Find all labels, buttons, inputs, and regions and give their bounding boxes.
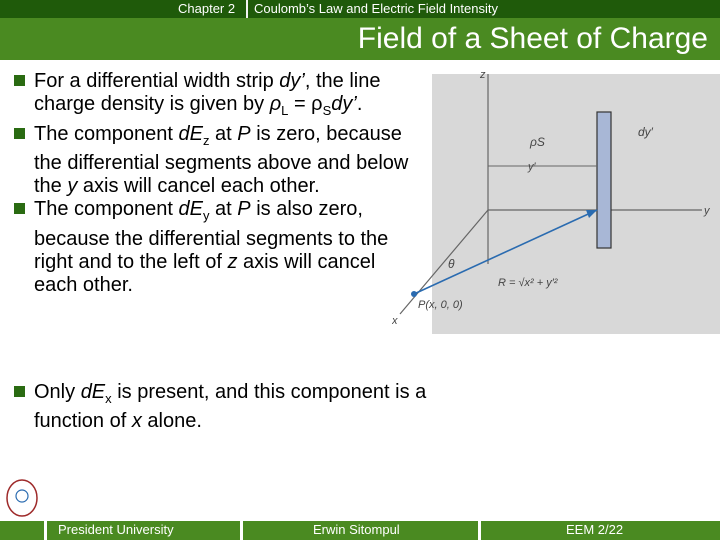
- university-logo: [2, 476, 42, 520]
- chapter-label: Chapter 2: [178, 1, 236, 16]
- subscript: z: [203, 132, 210, 148]
- dy-strip: [597, 112, 611, 248]
- bullet-text: z: [227, 251, 238, 274]
- footer-separator: [478, 521, 481, 540]
- bullet-text: The component: [34, 198, 179, 221]
- bullet-text: For a differential width strip: [34, 70, 280, 92]
- subscript: y: [203, 208, 210, 224]
- bullet-marker: [14, 75, 25, 86]
- bullet-marker: [14, 203, 25, 214]
- bullet-item: [14, 70, 414, 123]
- p-label: P(x, 0, 0): [418, 299, 463, 311]
- bullet-text: dy’: [331, 93, 357, 116]
- bullet-text: y: [67, 175, 78, 198]
- footer-left: President University: [58, 522, 174, 537]
- footer-center: Erwin Sitompul: [313, 522, 400, 537]
- bullet-item: [14, 123, 414, 199]
- bullet-text: = ρ: [288, 93, 323, 116]
- header-separator: [246, 0, 248, 18]
- bullet-text: dy’: [279, 70, 305, 92]
- bullet-text: dE: [80, 381, 106, 403]
- bullet-text: axis will cancel each other.: [34, 251, 376, 297]
- bullet-text: x: [131, 410, 142, 433]
- bullet-text: is present, and this component is a function of: [34, 381, 427, 433]
- theta-label: θ: [448, 257, 455, 271]
- bullet-text: alone.: [141, 410, 202, 433]
- bullet-text: Only: [34, 381, 81, 403]
- subscript: x: [105, 391, 112, 406]
- r-label: R = √x² + y′²: [498, 277, 558, 289]
- subscript: L: [281, 103, 289, 119]
- y-prime-label: y′: [528, 161, 536, 173]
- bullet-text: P: [237, 122, 251, 145]
- bullet-text: The component: [34, 122, 179, 145]
- bullet-marker: [14, 386, 25, 397]
- point-p: [411, 291, 417, 297]
- y-label: y: [704, 205, 710, 217]
- bullet-item: [14, 198, 394, 297]
- bullet-text: is zero, because the differential segments above and below the: [34, 122, 409, 198]
- subscript: S: [322, 103, 332, 119]
- bullet-text: .: [356, 93, 363, 116]
- footer-separator: [44, 521, 47, 540]
- chapter-subject: Coulomb’s Law and Electric Field Intensity: [254, 1, 498, 16]
- bullet-text: dE: [178, 198, 203, 221]
- slide-title: Field of a Sheet of Charge: [357, 22, 708, 55]
- bullet-text: at: [209, 122, 238, 145]
- footer-right: EEM 2/22: [566, 522, 624, 537]
- bullet-marker: [14, 128, 25, 139]
- bullet-item: [14, 381, 454, 434]
- bullet-list: [14, 70, 414, 298]
- bullet-text: at: [209, 198, 238, 221]
- header-bar: [0, 0, 720, 18]
- bullet-text: P: [237, 198, 251, 221]
- sheet-charge-diagram: [392, 64, 720, 354]
- dy-label: dy′: [638, 125, 653, 139]
- bullet-text: ρ: [269, 93, 282, 116]
- footer-separator: [240, 521, 243, 540]
- footer-bar: [0, 521, 720, 540]
- bullet-text: dE: [178, 122, 203, 145]
- bullet-text: is also zero, because the differential segments to the right and to the left of: [34, 198, 389, 274]
- x-label: x: [392, 315, 398, 327]
- rho-s-label: ρS: [530, 135, 545, 149]
- sheet-plane: [432, 74, 720, 334]
- bullet-text: axis will cancel each other.: [77, 175, 320, 198]
- bullet-text: , the line charge density is given by: [34, 70, 381, 116]
- z-label: z: [480, 69, 486, 81]
